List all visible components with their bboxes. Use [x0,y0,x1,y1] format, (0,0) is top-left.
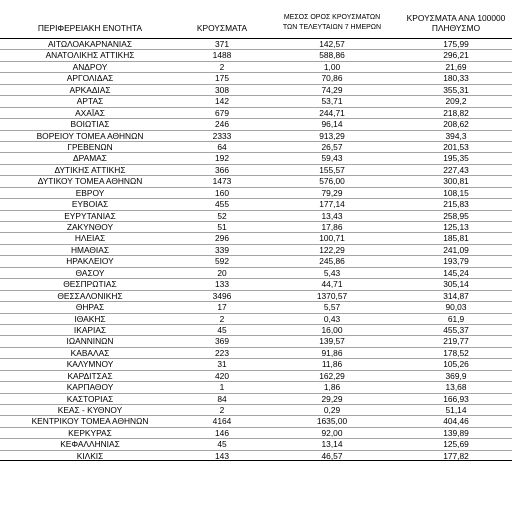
cell-cases: 420 [215,370,229,381]
cell-cases: 17 [217,302,227,313]
table-row [0,130,512,141]
cell-cases-per-100k: 208,62 [443,119,469,130]
cell-seven-day-average: 70,86 [321,73,343,84]
cell-seven-day-average: 11,86 [321,359,343,370]
cell-region: ΗΛΕΙΑΣ [74,233,106,244]
cell-cases-per-100k: 241,09 [443,244,469,255]
cell-cases-per-100k: 175,99 [443,39,469,49]
cell-region: ΘΕΣΠΡΩΤΙΑΣ [63,279,117,290]
table-row [0,381,512,392]
cell-cases: 146 [215,427,229,438]
cell-cases: 52 [217,210,227,221]
cell-seven-day-average: 244,71 [319,107,345,118]
cell-region: ΚΑΣΤΟΡΙΑΣ [66,393,114,404]
cell-seven-day-average: 53,71 [321,96,343,107]
cell-region: ΔΥΤΙΚΗΣ ΑΤΤΙΚΗΣ [54,164,126,175]
table-row [0,255,512,266]
cell-seven-day-average: 96,14 [321,119,343,130]
cell-cases: 339 [215,244,229,255]
cell-region: ΚΕΡΚΥΡΑΣ [68,427,112,438]
cell-seven-day-average: 1,86 [323,382,341,393]
cell-cases-per-100k: 394,3 [445,130,467,141]
cell-seven-day-average: 5,43 [323,267,341,278]
cell-region: ΙΘΑΚΗΣ [74,313,106,324]
table-row [0,278,512,289]
cell-region: ΘΑΣΟΥ [75,267,105,278]
cell-region: ΕΒΡΟΥ [75,187,105,198]
cell-cases-per-100k: 369,9 [445,370,467,381]
cell-cases-per-100k: 314,87 [443,290,469,301]
cell-cases: 2 [219,61,225,72]
table-row [0,38,512,49]
table-row [0,221,512,232]
cell-region: ΙΚΑΡΙΑΣ [73,324,107,335]
cell-cases: 592 [215,256,229,267]
cell-seven-day-average: 79,29 [321,187,343,198]
cell-cases: 366 [215,164,229,175]
cell-region: ΚΕΦΑΛΛΗΝΙΑΣ [60,439,120,450]
cell-seven-day-average: 26,57 [321,141,343,152]
cell-cases-per-100k: 105,26 [443,359,469,370]
cell-seven-day-average: 16,00 [321,324,343,335]
cell-cases: 369 [215,336,229,347]
cell-cases-per-100k: 139,89 [443,427,469,438]
cell-region: ΚΑΡΔΙΤΣΑΣ [67,370,113,381]
cell-cases: 192 [215,153,229,164]
table-row [0,347,512,358]
table-row [0,358,512,369]
table-row [0,415,512,426]
cell-cases-per-100k: 51,14 [445,405,467,415]
cell-region: ΗΜΑΘΙΑΣ [70,244,110,255]
cell-seven-day-average: 588,86 [319,50,345,61]
cell-cases-per-100k: 185,81 [443,233,469,244]
cell-cases: 45 [217,439,227,450]
table-row [0,210,512,221]
table-row [0,175,512,186]
cell-region: ΑΡΓΟΛΙΔΑΣ [66,73,114,84]
cell-cases-per-100k: 218,82 [443,107,469,118]
cell-region: ΚΑΡΠΑΘΟΥ [66,382,114,393]
cell-seven-day-average: 913,29 [319,130,345,141]
cell-region: ΔΥΤΙΚΟΥ ΤΟΜΕΑ ΑΘΗΝΩΝ [37,176,143,187]
cell-seven-day-average: 1,00 [323,61,341,72]
cell-seven-day-average: 245,86 [319,256,345,267]
cell-region: ΘΕΣΣΑΛΟΝΙΚΗΣ [57,290,123,301]
table-row [0,404,512,415]
cell-cases-per-100k: 178,52 [443,347,469,358]
cell-seven-day-average: 139,57 [319,336,345,347]
cell-cases-per-100k: 180,33 [443,73,469,84]
cell-cases-per-100k: 296,21 [443,50,469,61]
cell-region: ΘΗΡΑΣ [75,302,105,313]
cell-region: ΓΡΕΒΕΝΩΝ [67,141,113,152]
cell-region: ΑΝΑΤΟΛΙΚΗΣ ΑΤΤΙΚΗΣ [45,50,135,61]
cell-seven-day-average: 74,29 [321,84,343,95]
cell-region: ΚΕΑΣ - ΚΥΘΝΟΥ [57,405,123,415]
cell-region: ΕΥΡΥΤΑΝΙΑΣ [64,210,116,221]
cell-cases: 51 [217,222,227,232]
cell-cases-per-100k: 305,14 [443,279,469,290]
cell-cases: 679 [215,107,229,118]
cell-cases-per-100k: 125,13 [443,222,469,232]
cell-cases-per-100k: 90,03 [445,302,467,313]
cell-region: ΑΙΤΩΛΟΑΚΑΡΝΑΝΙΑΣ [47,39,133,49]
table-row [0,118,512,129]
table-row [0,84,512,95]
cell-cases: 223 [215,347,229,358]
cell-seven-day-average: 0,43 [323,313,341,324]
cell-cases: 455 [215,199,229,210]
table-row [0,267,512,278]
cell-cases-per-100k: 219,77 [443,336,469,347]
table-row [0,49,512,60]
table-row [0,107,512,118]
table-row [0,198,512,209]
table-row [0,393,512,404]
cell-cases-per-100k: 209,2 [445,96,467,107]
cell-cases-per-100k: 13,68 [445,382,467,393]
header-cases: ΚΡΟΥΣΜΑΤΑ [196,23,248,33]
cell-region: ΚΑΛΥΜΝΟΥ [66,359,114,370]
cell-cases-per-100k: 355,31 [443,84,469,95]
cell-seven-day-average: 162,29 [319,370,345,381]
table-row [0,427,512,438]
table-header [0,0,512,38]
table-row [0,301,512,312]
cell-cases: 4164 [212,416,232,427]
cell-cases-per-100k: 300,81 [443,176,469,187]
cell-cases: 1473 [212,176,232,187]
cell-cases: 64 [217,141,227,152]
table-row [0,370,512,381]
cell-cases: 20 [217,267,227,278]
cell-region: ΖΑΚΥΝΘΟΥ [66,222,114,232]
cell-region: ΑΡΚΑΔΙΑΣ [69,84,111,95]
cell-seven-day-average: 1370,57 [316,290,348,301]
table-row [0,232,512,243]
cell-cases: 31 [217,359,227,370]
cell-region: ΚΑΒΑΛΑΣ [70,347,110,358]
cell-seven-day-average: 142,57 [319,39,345,49]
cell-cases-per-100k: 201,53 [443,141,469,152]
cell-region: ΕΥΒΟΙΑΣ [71,199,109,210]
table-row [0,324,512,335]
cell-cases: 142 [215,96,229,107]
table-row [0,244,512,255]
cell-cases-per-100k: 166,93 [443,393,469,404]
table-body [0,38,512,461]
cell-cases-per-100k: 108,15 [443,187,469,198]
cell-region: ΑΝΔΡΟΥ [72,61,108,72]
table-row [0,450,512,461]
cell-cases: 2 [219,313,225,324]
cell-seven-day-average: 92,00 [321,427,343,438]
cell-seven-day-average: 576,00 [319,176,345,187]
cell-seven-day-average: 29,29 [321,393,343,404]
cell-cases: 296 [215,233,229,244]
table-row [0,61,512,72]
cell-seven-day-average: 46,57 [321,450,343,461]
cell-cases: 84 [217,393,227,404]
cell-seven-day-average: 1635,00 [316,416,348,427]
cell-seven-day-average: 0,29 [323,405,341,415]
table-row [0,141,512,152]
cell-cases-per-100k: 455,37 [443,324,469,335]
cell-region: ΚΕΝΤΡΙΚΟΥ ΤΟΜΕΑ ΑΘΗΝΩΝ [31,416,149,427]
cell-seven-day-average: 155,57 [319,164,345,175]
header-seven-day-average-line2: ΤΩΝ ΤΕΛΕΥΤΑΙΩΝ 7 ΗΜΕΡΩΝ [282,24,382,31]
cell-cases: 308 [215,84,229,95]
cell-seven-day-average: 91,86 [321,347,343,358]
cell-cases: 246 [215,119,229,130]
table-row [0,72,512,83]
cell-region: ΑΡΤΑΣ [76,96,104,107]
cell-cases: 1 [219,382,225,393]
header-cases-per-100k [400,13,512,33]
cell-cases-per-100k: 61,9 [447,313,465,324]
cell-seven-day-average: 59,43 [321,153,343,164]
cell-cases-per-100k: 404,46 [443,416,469,427]
cell-cases-per-100k: 258,95 [443,210,469,221]
table-row [0,164,512,175]
cell-cases: 175 [215,73,229,84]
cell-cases-per-100k: 193,79 [443,256,469,267]
cell-cases: 133 [215,279,229,290]
cell-seven-day-average: 100,71 [319,233,345,244]
cell-seven-day-average: 13,14 [321,439,343,450]
cell-region: ΑΧΑΪΑΣ [75,107,105,118]
cell-seven-day-average: 17,86 [321,222,343,232]
header-cases-per-100k-line1: ΚΡΟΥΣΜΑΤΑ ΑΝΑ 100000 [406,13,506,23]
cell-region: ΔΡΑΜΑΣ [73,153,107,164]
table-row [0,313,512,324]
cell-seven-day-average: 177,14 [319,199,345,210]
cell-cases-per-100k: 145,24 [443,267,469,278]
cell-cases: 1488 [212,50,232,61]
cell-region: ΗΡΑΚΛΕΙΟΥ [66,256,114,267]
table-row [0,187,512,198]
cell-cases: 160 [215,187,229,198]
cell-cases: 45 [217,324,227,335]
cell-cases-per-100k: 227,43 [443,164,469,175]
cell-region: ΒΟΡΕΙΟΥ ΤΟΜΕΑ ΑΘΗΝΩΝ [36,130,144,141]
cell-cases: 2333 [212,130,232,141]
cell-cases-per-100k: 177,82 [443,450,469,461]
table-row [0,95,512,106]
cell-cases: 3496 [212,290,232,301]
table-row [0,152,512,163]
table-row [0,290,512,301]
cell-region: ΒΟΙΩΤΙΑΣ [70,119,110,130]
cell-seven-day-average: 5,57 [323,302,341,313]
table-row [0,335,512,346]
cell-cases: 371 [215,39,229,49]
table-row [0,438,512,449]
header-seven-day-average-line1: ΜΕΣΟΣ ΟΡΟΣ ΚΡΟΥΣΜΑΤΩΝ [283,14,381,21]
cell-seven-day-average: 13,43 [321,210,343,221]
cell-region: ΚΙΛΚΙΣ [76,450,104,461]
cell-cases-per-100k: 195,35 [443,153,469,164]
header-seven-day-average [264,13,400,33]
cell-cases-per-100k: 125,69 [443,439,469,450]
cell-cases-per-100k: 215,83 [443,199,469,210]
cell-seven-day-average: 122,29 [319,244,345,255]
header-cases-per-100k-line2: ΠΛΗΘΥΣΜΟ [431,23,481,33]
cell-cases-per-100k: 21,69 [445,61,467,72]
cell-region: ΙΩΑΝΝΙΝΩΝ [66,336,114,347]
cell-cases: 2 [219,405,225,415]
cell-seven-day-average: 44,71 [321,279,343,290]
cell-cases: 143 [215,450,229,461]
header-region: ΠΕΡΙΦΕΡΕΙΑΚΗ ΕΝΟΤΗΤΑ [37,23,143,33]
